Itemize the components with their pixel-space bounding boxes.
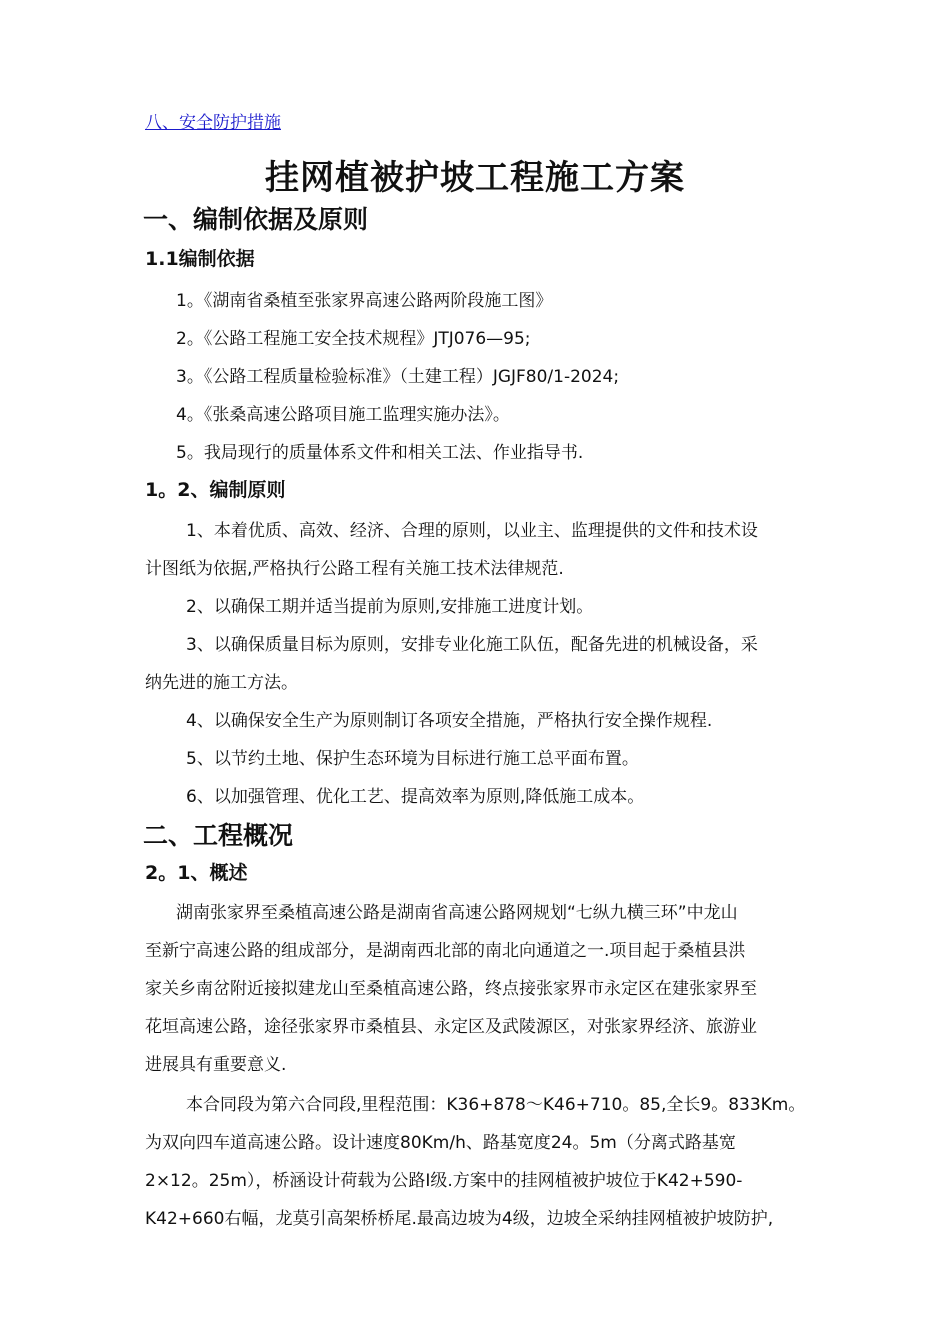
basis-item-4: 4。《张桑高速公路项目施工监理实施办法》。 [176, 405, 510, 425]
principle-line: 5、以节约土地、保护生态环境为目标进行施工总平面布置。 [186, 749, 639, 769]
overview-line: 湖南张家界至桑植高速公路是湖南省高速公路网规划“七纵九横三环”中龙山 [176, 903, 738, 923]
overview-line: 家关乡南岔附近接拟建龙山至桑植高速公路，终点接张家界市永定区在建张家界至 [145, 979, 757, 999]
overview-line: 至新宁高速公路的组成部分，是湖南西北部的南北向通道之一.项目起于桑植县洪 [145, 941, 746, 961]
section-heading-1: 一、编制依据及原则 [143, 205, 369, 234]
basis-item-3: 3。《公路工程质量检验标准》（土建工程）JGJF80/1-2024; [176, 367, 620, 387]
contract-line: K42+660右幅，龙莫引高架桥桥尾.最高边坡为4级，边坡全采纳挂网植被护坡防护, [145, 1209, 774, 1229]
subsection-heading-1-1: 1.1编制依据 [145, 248, 255, 270]
basis-item-2: 2。《公路工程施工安全技术规程》JTJ076—95; [176, 329, 531, 349]
principle-line: 3、以确保质量目标为原则，安排专业化施工队伍，配备先进的机械设备，采 [186, 635, 758, 655]
basis-item-5: 5。我局现行的质量体系文件和相关工法、作业指导书. [176, 443, 584, 463]
subsection-heading-2-1: 2。1、概述 [145, 862, 248, 884]
principle-line: 纳先进的施工方法。 [145, 673, 298, 693]
contract-line: 本合同段为第六合同段,里程范围：K36+878～K46+710。85,全长9。833Km。 [186, 1095, 806, 1115]
toc-link-safety-measures[interactable]: 八、安全防护措施 [145, 113, 281, 133]
contract-line: 为双向四车道高速公路。设计速度80Km/h、路基宽度24。5m（分离式路基宽 [145, 1133, 736, 1153]
overview-line: 进展具有重要意义. [145, 1055, 287, 1075]
subsection-heading-1-2: 1。2、编制原则 [145, 479, 286, 501]
principle-line: 2、以确保工期并适当提前为原则,安排施工进度计划。 [186, 597, 594, 617]
section-heading-2: 二、工程概况 [143, 821, 294, 850]
principle-line: 6、以加强管理、优化工艺、提高效率为原则,降低施工成本。 [186, 787, 645, 807]
overview-line: 花垣高速公路，途径张家界市桑植县、永定区及武陵源区，对张家界经济、旅游业 [145, 1017, 757, 1037]
principle-line: 1、本着优质、高效、经济、合理的原则，以业主、监理提供的文件和技术设 [186, 521, 758, 541]
principle-line: 4、以确保安全生产为原则制订各项安全措施，严格执行安全操作规程. [186, 711, 713, 731]
contract-line: 2×12。25m），桥涵设计荷载为公路Ⅰ级.方案中的挂网植被护坡位于K42+590- [145, 1171, 743, 1191]
principle-line: 计图纸为依据,严格执行公路工程有关施工技术法律规范. [145, 559, 564, 579]
document-title: 挂网植被护坡工程施工方案 [265, 158, 685, 198]
basis-item-1: 1。《湖南省桑植至张家界高速公路两阶段施工图》 [176, 291, 553, 311]
